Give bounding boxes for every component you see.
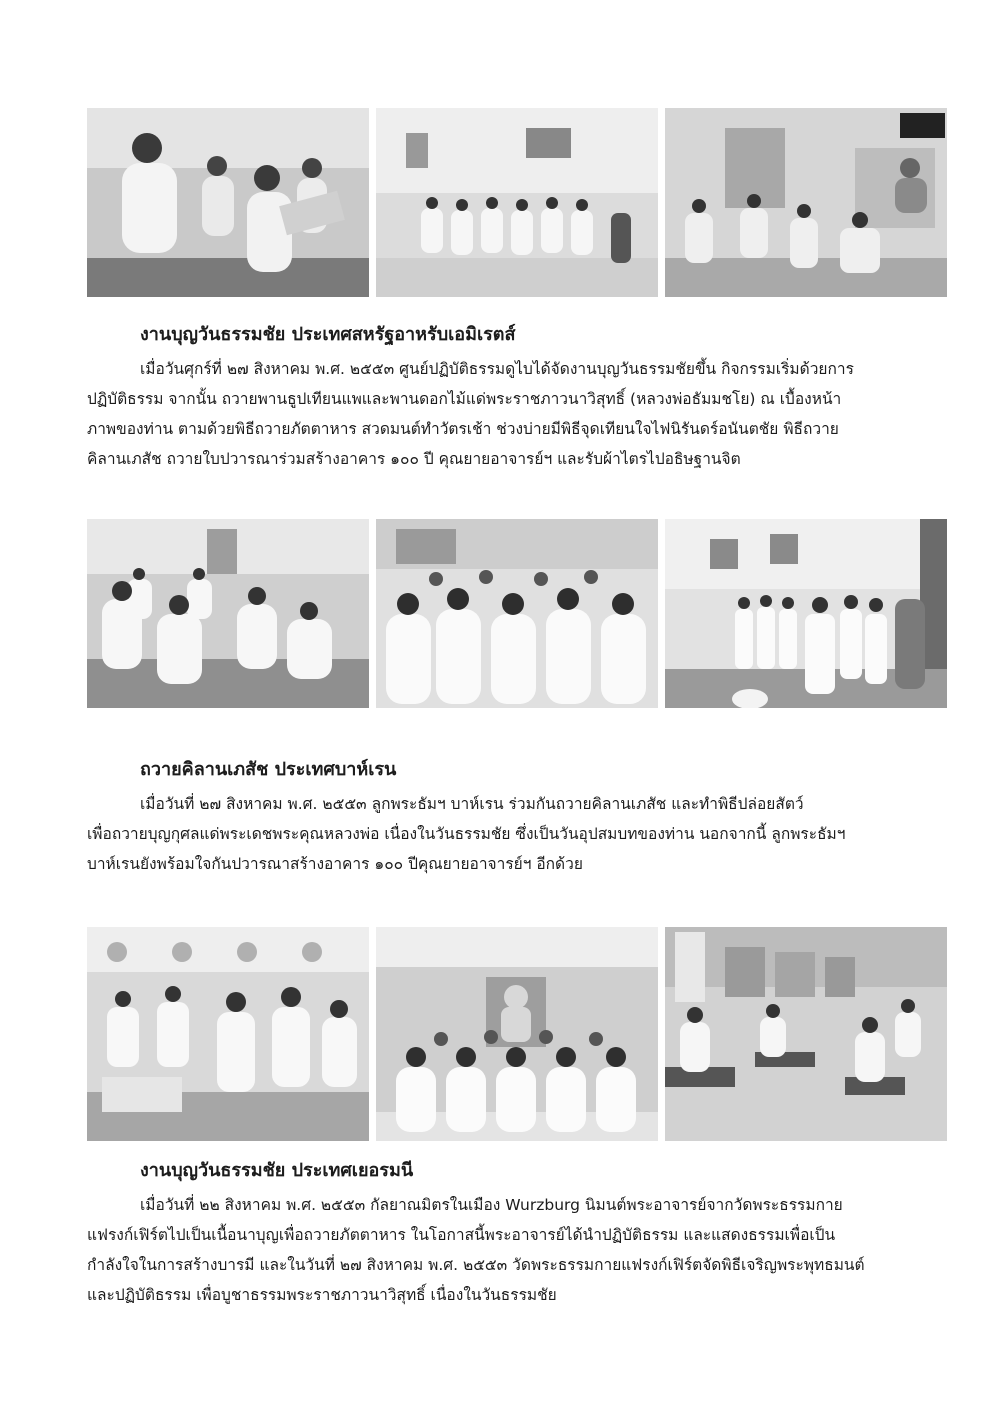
photo-germany-group-buddha xyxy=(376,927,658,1141)
body-line: เมื่อวันที่ ๒๒ สิงหาคม พ.ศ. ๒๕๕๓ กัลยาณมิตรในเมือง Wurzburg นิมนต์พระอาจารย์จากวัดพระธรรมกาย xyxy=(140,1196,843,1214)
body-line: คิลานเภสัช ถวายใบปวารณาร่วมสร้างอาคาร ๑๐๐ ปี คุณยายอาจารย์ฯ และรับผ้าไตรไปอธิษฐานจิต xyxy=(87,450,741,468)
article-title-germany: งานบุญวันธรรมชัย ประเทศเยอรมนี xyxy=(140,1160,414,1181)
photo-germany-meditation-hall xyxy=(665,927,947,1141)
photo-uae-monk-altar xyxy=(665,108,947,297)
photo-row-germany xyxy=(87,927,947,1141)
body-line: เมื่อวันที่ ๒๗ สิงหาคม พ.ศ. ๒๕๕๓ ลูกพระธัมฯ บาห์เรน ร่วมกันถวายคิลานเภสัช และทำพิธีปล่อยสัตว์ xyxy=(140,795,804,813)
article-body-germany xyxy=(87,1190,947,1310)
photo-bahrain-meditation xyxy=(87,519,369,708)
article-bahrain xyxy=(87,757,947,879)
photo-uae-group-prayer xyxy=(376,108,658,297)
body-line: และปฏิบัติธรรม เพื่อบูชาธรรมพระราชภาวนาวิสุทธิ์ เนื่องในวันธรรมชัย xyxy=(87,1286,557,1304)
body-line: บาห์เรนยังพร้อมใจกันปวารณาสร้างอาคาร ๑๐๐ ปีคุณยายอาจารย์ฯ อีกด้วย xyxy=(87,855,583,873)
body-line: เมื่อวันศุกร์ที่ ๒๗ สิงหาคม พ.ศ. ๒๕๕๓ ศูนย์ปฏิบัติธรรมดูไบได้จัดงานบุญวันธรรมชัยขึ้น กิจกรรมเริ่มด้วยการ xyxy=(140,360,854,378)
photo-uae-meditation-chanting xyxy=(87,108,369,297)
body-line: แฟรงก์เฟิร์ตไปเป็นเนื้อนาบุญเพื่อถวายภัตตาหาร ในโอกาสนี้พระอาจารย์ได้นำปฏิบัติธรรม และแสดงธรรมเพื่อเป็น xyxy=(87,1226,836,1244)
body-line: กำลังใจในการสร้างบารมี และในวันที่ ๒๗ สิงหาคม พ.ศ. ๒๕๕๓ วัดพระธรรมกายแฟรงก์เฟิร์ตจัดพิธีเจริญพระพุทธมนต์ xyxy=(87,1256,865,1274)
article-germany xyxy=(87,1158,947,1310)
photo-germany-chanting xyxy=(87,927,369,1141)
photo-bahrain-group xyxy=(376,519,658,708)
photo-bahrain-release-animals xyxy=(665,519,947,708)
article-title-bahrain: ถวายคิลานเภสัช ประเทศบาห์เรน xyxy=(140,759,397,780)
body-line: ภาพของท่าน ตามด้วยพิธีถวายภัตตาหาร สวดมนต์ทำวัตรเช้า ช่วงบ่ายมีพิธีจุดเทียนใจไฟนิรันดร์อนันตชัย พิธีถวาย xyxy=(87,420,839,438)
article-body-bahrain xyxy=(87,789,947,879)
body-line: เพื่อถวายบุญกุศลแด่พระเดชพระคุณหลวงพ่อ เนื่องในวันธรรมชัย ซึ่งเป็นวันอุปสมบทของท่าน นอกจากนี้ ลูกพระธัมฯ xyxy=(87,825,846,843)
article-title-uae: งานบุญวันธรรมชัย ประเทศสหรัฐอาหรับเอมิเรตส์ xyxy=(140,324,516,345)
article-uae xyxy=(87,322,947,474)
photo-row-bahrain xyxy=(87,519,947,708)
photo-row-uae xyxy=(87,108,947,297)
article-body-uae xyxy=(87,354,947,474)
body-line: ปฏิบัติธรรม จากนั้น ถวายพานธูปเทียนแพและพานดอกไม้แด่พระราชภาวนาวิสุทธิ์ (หลวงพ่อธัมมชโย) ณ เบื้องหน้า xyxy=(87,390,842,408)
